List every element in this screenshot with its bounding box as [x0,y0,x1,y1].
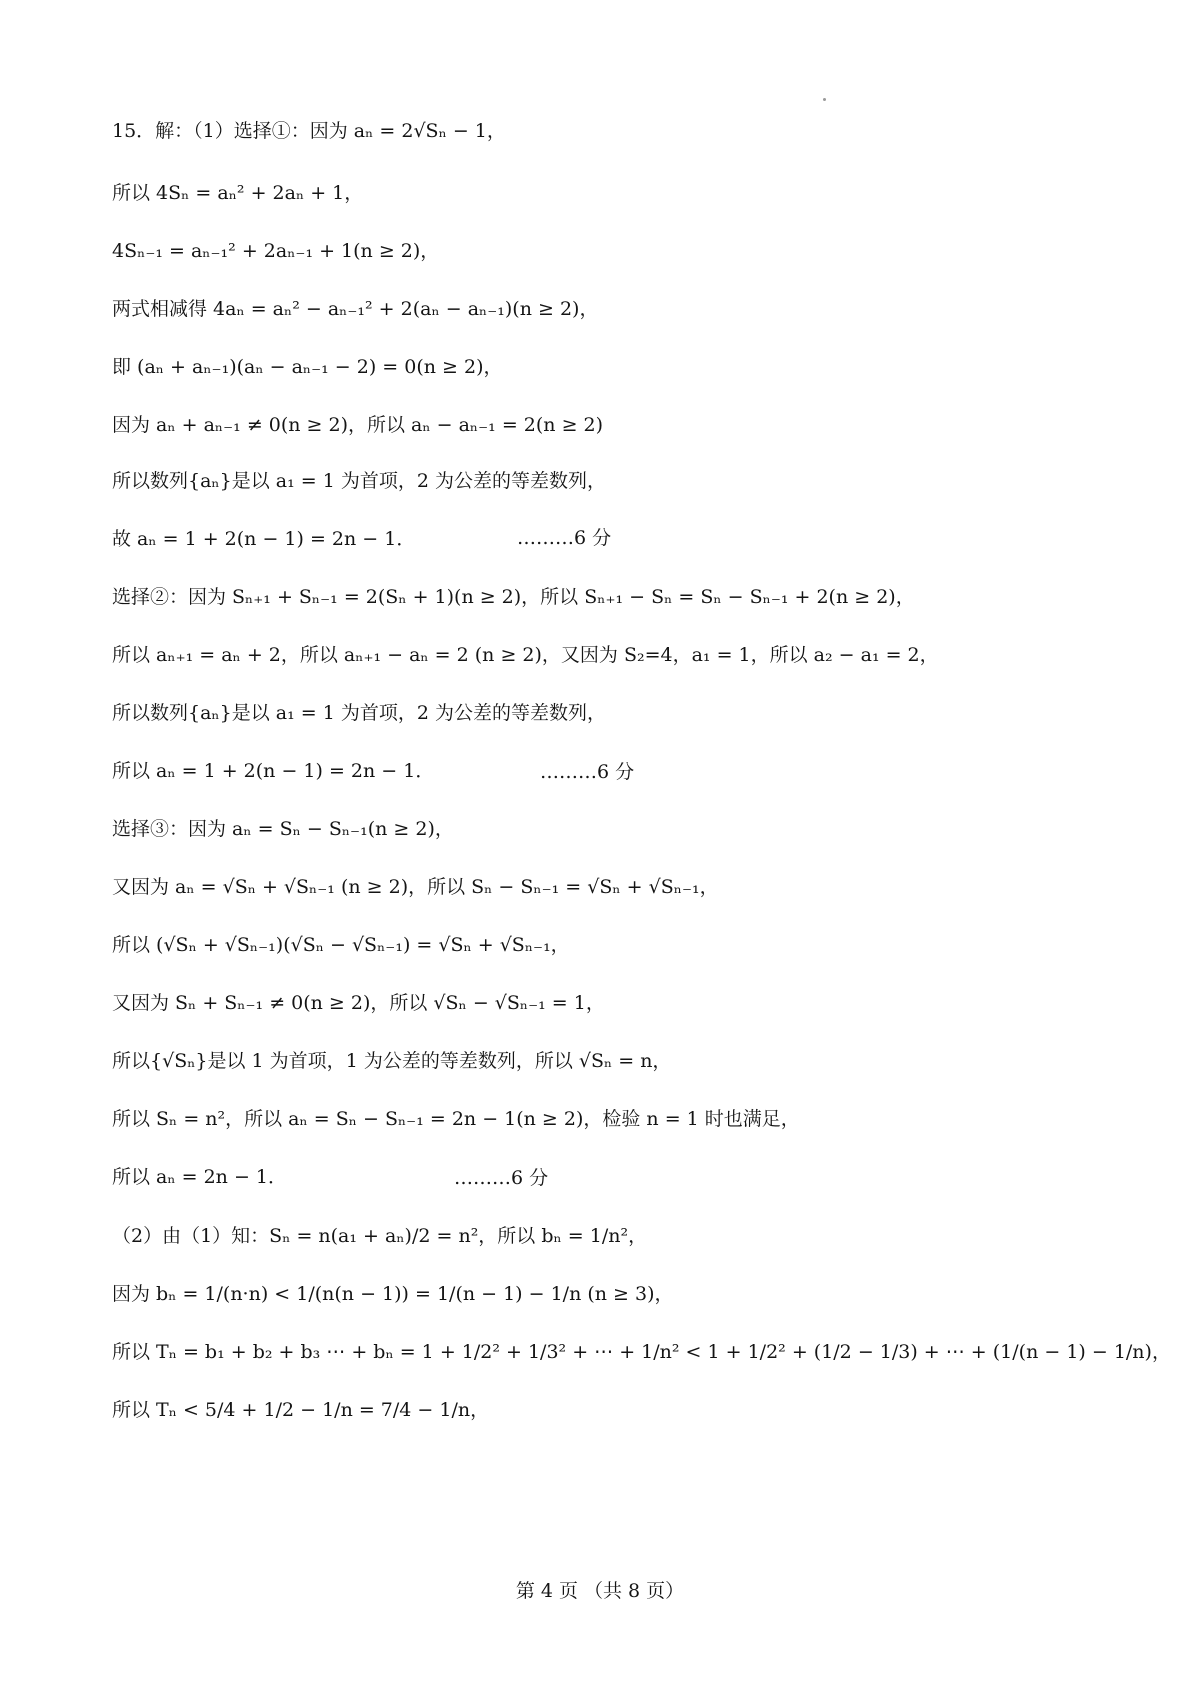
solution-line: 所以 4Sₙ = aₙ² + 2aₙ + 1， [112,182,364,204]
solution-line: （2）由（1）知：Sₙ = n(a₁ + aₙ)/2 = n²，所以 bₙ = 1/n²， [112,1225,648,1247]
score-mark-choice-3: ………6 分 [454,1167,549,1189]
solution-line: 所以 Tₙ = b₁ + b₂ + b₃ ⋯ + bₙ = 1 + 1/2² + 1/3² + ⋯ + 1/n² < 1 + 1/2² + (1/2 − 1/3) + ⋯ + (1/(n − 1) − 1/n)， [112,1341,1171,1363]
solution-line: 故 aₙ = 1 + 2(n − 1) = 2n − 1． [112,528,416,550]
solution-line: 选择②：因为 Sₙ₊₁ + Sₙ₋₁ = 2(Sₙ + 1)(n ≥ 2)，所以 Sₙ₊₁ − Sₙ = Sₙ − Sₙ₋₁ + 2(n ≥ 2)， [112,586,915,608]
score-mark-choice-1: ………6 分 [517,527,612,549]
solution-line: 因为 bₙ = 1/(n·n) < 1/(n(n − 1)) = 1/(n − 1) − 1/n (n ≥ 3)， [112,1283,674,1305]
solution-line: 所以{√Sₙ}是以 1 为首项，1 为公差的等差数列，所以 √Sₙ = n， [112,1050,672,1072]
solution-line: 即 (aₙ + aₙ₋₁)(aₙ − aₙ₋₁ − 2) = 0(n ≥ 2)， [112,356,503,378]
score-mark-choice-2: ………6 分 [540,761,635,783]
solution-line: 两式相减得 4aₙ = aₙ² − aₙ₋₁² + 2(aₙ − aₙ₋₁)(n ≥ 2)， [112,298,599,320]
solution-line: 所以 aₙ = 1 + 2(n − 1) = 2n − 1． [112,760,435,782]
solution-line: 因为 aₙ + aₙ₋₁ ≠ 0(n ≥ 2)，所以 aₙ − aₙ₋₁ = 2(n ≥ 2) [112,414,604,436]
solution-line: 所以 Tₙ < 5/4 + 1/2 − 1/n = 7/4 − 1/n， [112,1399,490,1421]
scan-speck [823,98,826,101]
solution-line: 所以数列{aₙ}是以 a₁ = 1 为首项，2 为公差的等差数列， [112,470,606,492]
solution-line: 所以 aₙ₊₁ = aₙ + 2，所以 aₙ₊₁ − aₙ = 2 (n ≥ 2)，又因为 S₂=4，a₁ = 1，所以 a₂ − a₁ = 2， [112,644,939,666]
solution-line: 所以 Sₙ = n²，所以 aₙ = Sₙ − Sₙ₋₁ = 2n − 1(n ≥ 2)，检验 n = 1 时也满足， [112,1108,800,1130]
solution-line: 所以 (√Sₙ + √Sₙ₋₁)(√Sₙ − √Sₙ₋₁) = √Sₙ + √Sₙ₋₁， [112,934,570,956]
solution-line: 又因为 aₙ = √Sₙ + √Sₙ₋₁ (n ≥ 2)，所以 Sₙ − Sₙ₋₁ = √Sₙ + √Sₙ₋₁， [112,876,719,898]
solution-line: 4Sₙ₋₁ = aₙ₋₁² + 2aₙ₋₁ + 1(n ≥ 2)， [112,240,440,262]
page-footer: 第 4 页 （共 8 页） [515,1580,685,1602]
solution-line: 所以数列{aₙ}是以 a₁ = 1 为首项，2 为公差的等差数列， [112,702,606,724]
solution-line: 15．解：（1）选择①：因为 aₙ = 2√Sₙ − 1， [112,120,506,142]
solution-line: 所以 aₙ = 2n − 1． [112,1166,287,1188]
solution-line: 选择③：因为 aₙ = Sₙ − Sₙ₋₁(n ≥ 2)， [112,818,454,840]
solution-line: 又因为 Sₙ + Sₙ₋₁ ≠ 0(n ≥ 2)，所以 √Sₙ − √Sₙ₋₁ = 1， [112,992,605,1014]
